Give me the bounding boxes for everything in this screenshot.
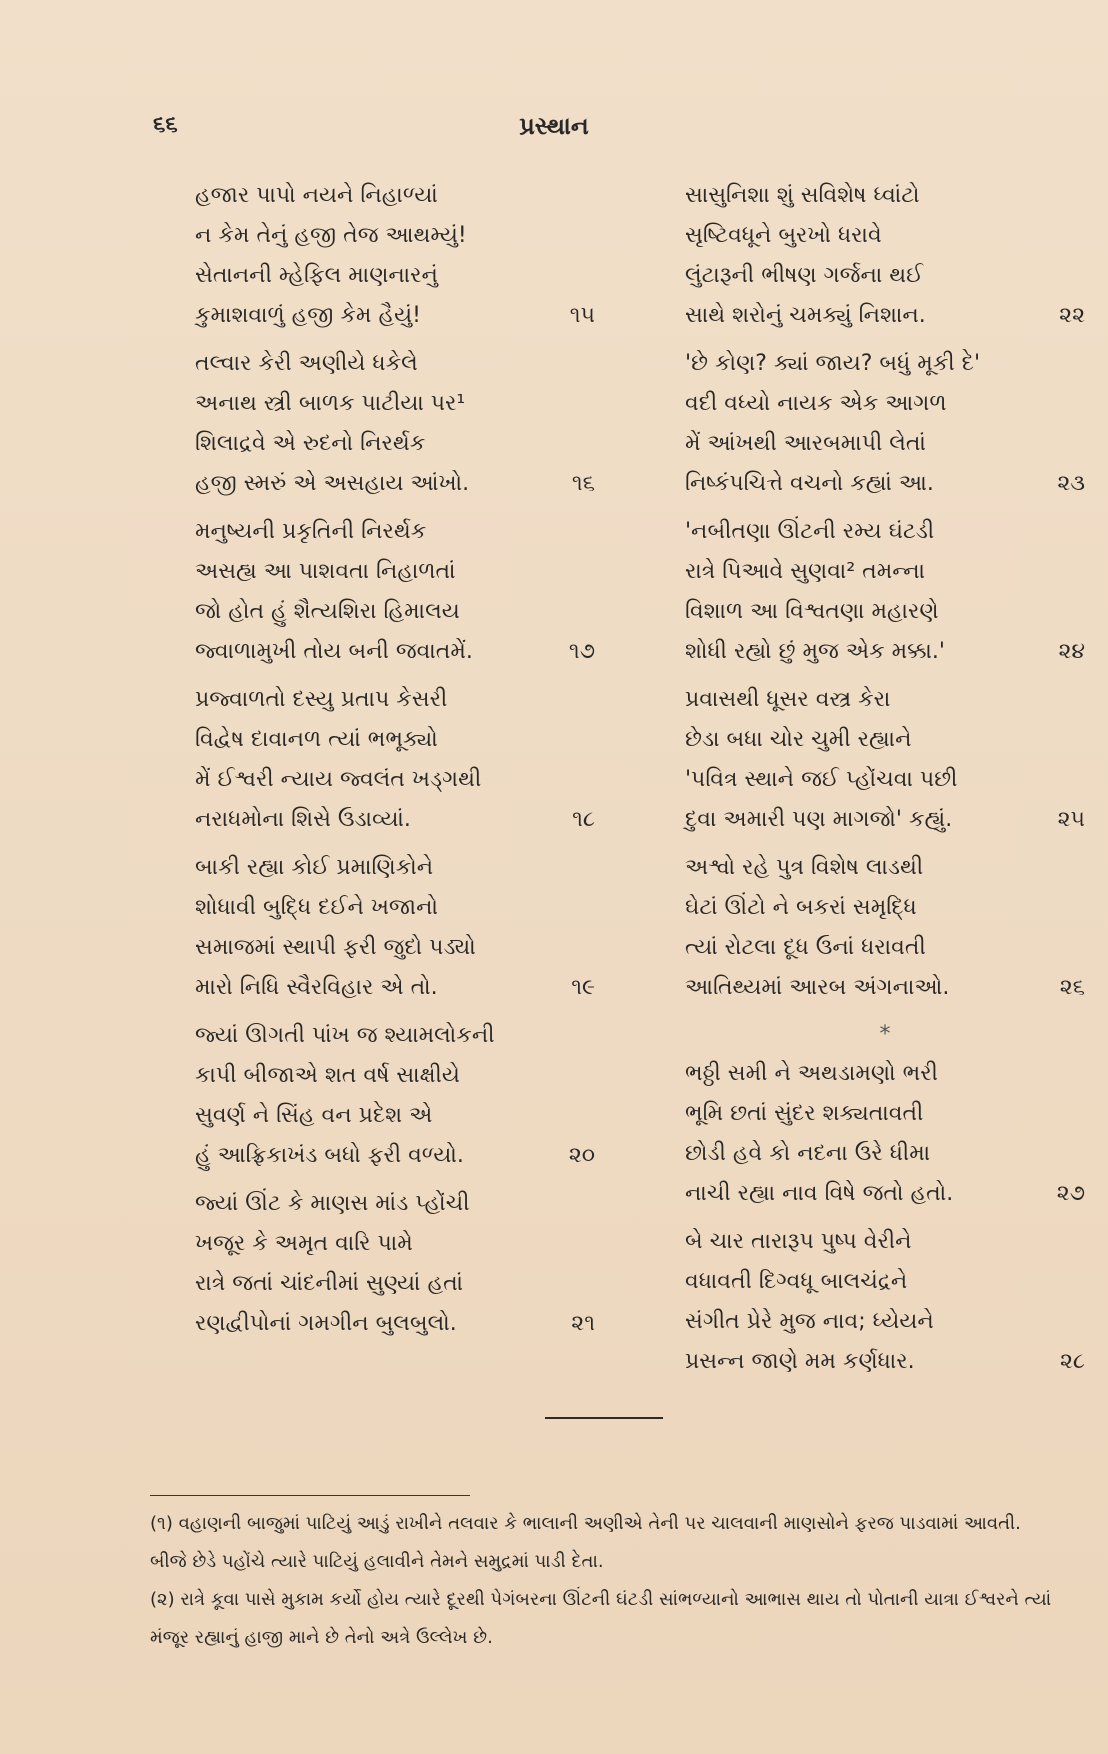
verse-line <box>195 176 595 216</box>
verse-number: ૨૬ <box>1059 975 1085 1000</box>
verse-line <box>685 512 1085 552</box>
stanza <box>195 512 595 672</box>
verse-text: મારો નિધિ સ્વૈરવિહાર એ તો. <box>195 975 438 1000</box>
verse-line <box>685 680 1085 720</box>
verse-text: અશ્વો રહે પુત્ર વિશેષ લાડથી <box>685 855 924 880</box>
verse-text: કુમાશવાળું હજી કેમ હૈયું! <box>195 303 421 328</box>
verse-text: શોધી રહ્યો છું મુજ એક મક્કા.' <box>685 639 945 664</box>
verse-line <box>195 968 595 1008</box>
verse-text: હું આફ્રિકાખંડ બધો ફરી વળ્યો. <box>195 1143 464 1168</box>
verse-text: સાસુનિશા શું સવિશેષ ધ્વાંટો <box>685 183 920 208</box>
verse-text: મેં આંખથી આરબમાપી લેતાં <box>685 431 926 456</box>
verse-text: રાત્રે જતાં ચાંદનીમાં સુણ્યાં હતાં <box>195 1271 464 1296</box>
verse-text: વિશાળ આ વિશ્વતણા મહારણે <box>685 599 939 624</box>
section-end-rule <box>545 1417 663 1419</box>
verse-text: દુવા અમારી પણ માગજો' કહ્યું. <box>685 807 953 832</box>
verse-line <box>195 1016 595 1056</box>
verse-text: શિલાદ્રવે એ રુદનો નિરર્થક <box>195 431 426 456</box>
verse-text: સમાજમાં સ્થાપી ફરી જુદો પડ્યો <box>195 935 476 960</box>
verse-text: લુંટારૂની ભીષણ ગર્જના થઈ <box>685 263 924 288</box>
verse-text: તલ્વાર કેરી અણીયે ધકેલે <box>195 351 418 376</box>
verse-line <box>685 1222 1085 1262</box>
verse-line <box>685 464 1085 504</box>
stanza <box>195 680 595 840</box>
verse-text: બે ચાર તારારૂપ પુષ્પ વેરીને <box>685 1229 912 1254</box>
verse-text: ભઠ્ઠી સમી ને અથડામણો ભરી <box>685 1061 938 1086</box>
verse-text: પ્રસન્ન જાણે મમ કર્ણધાર. <box>685 1349 915 1374</box>
verse-line <box>685 1134 1085 1174</box>
verse-line <box>685 800 1085 840</box>
verse-line <box>685 968 1085 1008</box>
verse-line <box>685 256 1085 296</box>
verse-line <box>195 464 595 504</box>
verse-line <box>195 344 595 384</box>
verse-line <box>685 384 1085 424</box>
verse-line <box>685 928 1085 968</box>
verse-number: ૨૦ <box>568 1143 595 1168</box>
verse-line <box>685 1094 1085 1134</box>
verse-line <box>685 632 1085 672</box>
verse-line <box>685 216 1085 256</box>
verse-text: ત્યાં રોટલા દૂધ ઉનાં ધરાવતી <box>685 935 926 960</box>
verse-line <box>685 1342 1085 1382</box>
verse-line <box>685 592 1085 632</box>
verse-number: ૧૭ <box>568 639 595 664</box>
verse-text: બાકી રહ્યા કોઈ પ્રમાણિકોને <box>195 855 434 880</box>
verse-number: ૧૬ <box>571 471 595 496</box>
verse-line <box>685 1054 1085 1094</box>
stanza <box>685 512 1085 672</box>
verse-line <box>195 1224 595 1264</box>
verse-text: નાચી રહ્યા નાવ વિષે જતો હતો. <box>685 1181 954 1206</box>
verse-number: ૨૨ <box>1059 303 1085 328</box>
verse-line <box>195 592 595 632</box>
verse-line <box>685 1302 1085 1342</box>
verse-line <box>685 720 1085 760</box>
verse-text: હજાર પાપો નયને નિહાળ્યાં <box>195 183 438 208</box>
verse-line <box>195 680 595 720</box>
stanza <box>685 680 1085 840</box>
verse-line <box>195 800 595 840</box>
verse-line <box>195 1264 595 1304</box>
verse-line <box>195 1096 595 1136</box>
verse-line <box>195 632 595 672</box>
stanza <box>685 176 1085 336</box>
verse-text: પ્રવાસથી ધૂસર વસ્ત્ર કેરા <box>685 687 891 712</box>
verse-text: હજી સ્મરું એ અસહાય આંખો. <box>195 471 470 496</box>
verse-line <box>195 424 595 464</box>
verse-text: ભૂમિ છતાં સુંદર શક્યતાવતી <box>685 1101 924 1126</box>
verse-line <box>195 512 595 552</box>
verse-text: ન કેમ તેનું હજી તેજ આથમ્યું! <box>195 223 467 248</box>
verse-number: ૨૧ <box>571 1311 595 1336</box>
left-column <box>195 176 595 1352</box>
verse-line <box>195 760 595 800</box>
verse-line <box>195 1184 595 1224</box>
stanza <box>195 176 595 336</box>
verse-text: જ્વાળામુખી તોય બની જવાતમેં. <box>195 639 473 664</box>
verse-line <box>685 888 1085 928</box>
verse-line <box>685 1174 1085 1214</box>
verse-number: ૧૮ <box>572 807 595 832</box>
verse-text: સૃષ્ટિવધૂને બુરખો ધરાવે <box>685 223 882 248</box>
verse-text: વદી વધ્યો નાયક એક આગળ <box>685 391 947 416</box>
verse-text: 'પવિત્ર સ્થાને જઈ પ્હોંચવા પછી <box>685 767 958 792</box>
verse-text: કાપી બીજાએ શત વર્ષ સાક્ષીયે <box>195 1063 460 1088</box>
verse-line <box>195 888 595 928</box>
verse-number: ૨૩ <box>1057 471 1085 496</box>
verse-text: છેડા બધા ચોર ચુમી રહ્યાને <box>685 727 912 752</box>
footnote-separator <box>150 1495 470 1496</box>
verse-text: અસહ્ય આ પાશવતા નિહાળતાં <box>195 559 456 584</box>
verse-number: ૧૫ <box>569 303 595 328</box>
verse-text: સાથે શરોનું ચમક્યું નિશાન. <box>685 303 926 328</box>
verse-text: રાત્રે પિઆવે સુણવા² તમન્ના <box>685 559 926 584</box>
verse-text: અનાથ સ્ત્રી બાળક પાટીયા પર¹ <box>195 391 466 416</box>
running-title: પ્રસ્થાન <box>519 112 589 140</box>
verse-line <box>685 296 1085 336</box>
verse-text: પ્રજ્વાળતો દસ્યુ પ્રતાપ કેસરી <box>195 687 448 712</box>
verse-number: ૨૭ <box>1056 1181 1085 1206</box>
page-number: ૬૬ <box>153 112 178 137</box>
verse-text: મેં ઈશ્વરી ન્યાય જ્વલંત ખડ્ગથી <box>195 767 482 792</box>
verse-line <box>195 1056 595 1096</box>
verse-line <box>685 176 1085 216</box>
stanza <box>195 1016 595 1176</box>
verse-text: આતિથ્યમાં આરબ અંગનાઓ. <box>685 975 950 1000</box>
verse-line <box>685 760 1085 800</box>
footnotes <box>150 1505 1055 1657</box>
verse-text: ઘેટાં ઊંટો ને બકરાં સમૃદ્ધિ <box>685 895 917 920</box>
verse-text: 'છે કોણ? ક્યાં જાય? બધું મૂકી દે' <box>685 351 980 376</box>
verse-line <box>195 928 595 968</box>
verse-line <box>685 1262 1085 1302</box>
verse-line <box>685 552 1085 592</box>
verse-text: મનુષ્યની પ્રકૃતિની નિરર્થક <box>195 519 427 544</box>
right-column <box>685 176 1085 1390</box>
stanza <box>685 1054 1085 1214</box>
verse-text: સુવર્ણ ને સિંહ વન પ્રદેશ એ <box>195 1103 433 1128</box>
verse-line <box>195 848 595 888</box>
verse-text: સંગીત પ્રેરે મુજ નાવ; ધ્યેયને <box>685 1309 934 1334</box>
verse-text: 'નબીતણા ઊંટની રમ્ય ઘંટડી <box>685 519 935 544</box>
stanza <box>195 1184 595 1344</box>
verse-line <box>685 848 1085 888</box>
verse-text: છોડી હવે કો નદના ઉરે ધીમા <box>685 1141 931 1166</box>
verse-line <box>195 1136 595 1176</box>
verse-line <box>195 296 595 336</box>
verse-text: જ્યાં ઊંટ કે માણસ માંડ પ્હોંચી <box>195 1191 470 1216</box>
verse-text: નિષ્કંપચિત્તે વચનો કહ્યાં આ. <box>685 471 934 496</box>
verse-text: વિદ્વેષ દાવાનળ ત્યાં ભભૂક્યો <box>195 727 438 752</box>
verse-line <box>685 344 1085 384</box>
verse-text: વધાવતી દિગ્વધૂ બાલચંદ્રને <box>685 1269 908 1294</box>
stanza <box>685 344 1085 504</box>
verse-number: ૨૫ <box>1057 807 1085 832</box>
verse-line <box>195 384 595 424</box>
verse-line <box>195 216 595 256</box>
verse-line <box>195 1304 595 1344</box>
section-divider-star: * <box>879 1022 891 1047</box>
stanza <box>685 1222 1085 1382</box>
verse-number: ૨૮ <box>1059 1349 1085 1374</box>
verse-text: જો હોત હું શૈત્યશિરા હિમાલય <box>195 599 460 624</box>
stanza <box>685 848 1085 1008</box>
verse-number: ૨૪ <box>1058 639 1085 664</box>
verse-text: ખજૂર કે અમૃત વારિ પામે <box>195 1231 413 1256</box>
verse-line <box>685 424 1085 464</box>
verse-line <box>195 552 595 592</box>
verse-line <box>195 256 595 296</box>
verse-text: સેતાનની મ્હેફિલ માણનારનું <box>195 263 438 288</box>
verse-text: શોધાવી બુદ્ધિ દઈને ખજાનો <box>195 895 439 920</box>
verse-text: રણદ્વીપોનાં ગમગીન બુલબુલો. <box>195 1311 457 1336</box>
stanza <box>195 344 595 504</box>
verse-text: નરાધમોના શિસે ઉડાવ્યાં. <box>195 807 411 832</box>
stanza <box>195 848 595 1008</box>
footnote-1: (૧) વહાણની બાજુમાં પાટિયું આડું રાખીને તલવાર કે ભાલાની અણીએ તેની પર ચાલવાની માણસોને ફરજ પાડવામાં આવતી. બીજે છેડે પહોંચે ત્યારે પાટિયું હલાવીને તેમને સમુદ્રમાં પાડી દેતા. <box>150 1513 1021 1572</box>
verse-line <box>195 720 595 760</box>
verse-text: જ્યાં ઊગતી પાંખ જ શ્યામલોકની <box>195 1023 495 1048</box>
footnote-2: (૨) રાત્રે કૂવા પાસે મુકામ કર્યો હોય ત્યારે દૂરથી પેગંબરના ઊંટની ઘંટડી સાંભળ્યાનો આભાસ થાય તો પોતાની યાત્રા ઈશ્વરને ત્યાં મંજૂર રહ્યાનું હાજી માને છે તેનો અત્રે ઉલ્લેખ છે. <box>150 1589 1052 1648</box>
verse-number: ૧૯ <box>571 975 595 1000</box>
